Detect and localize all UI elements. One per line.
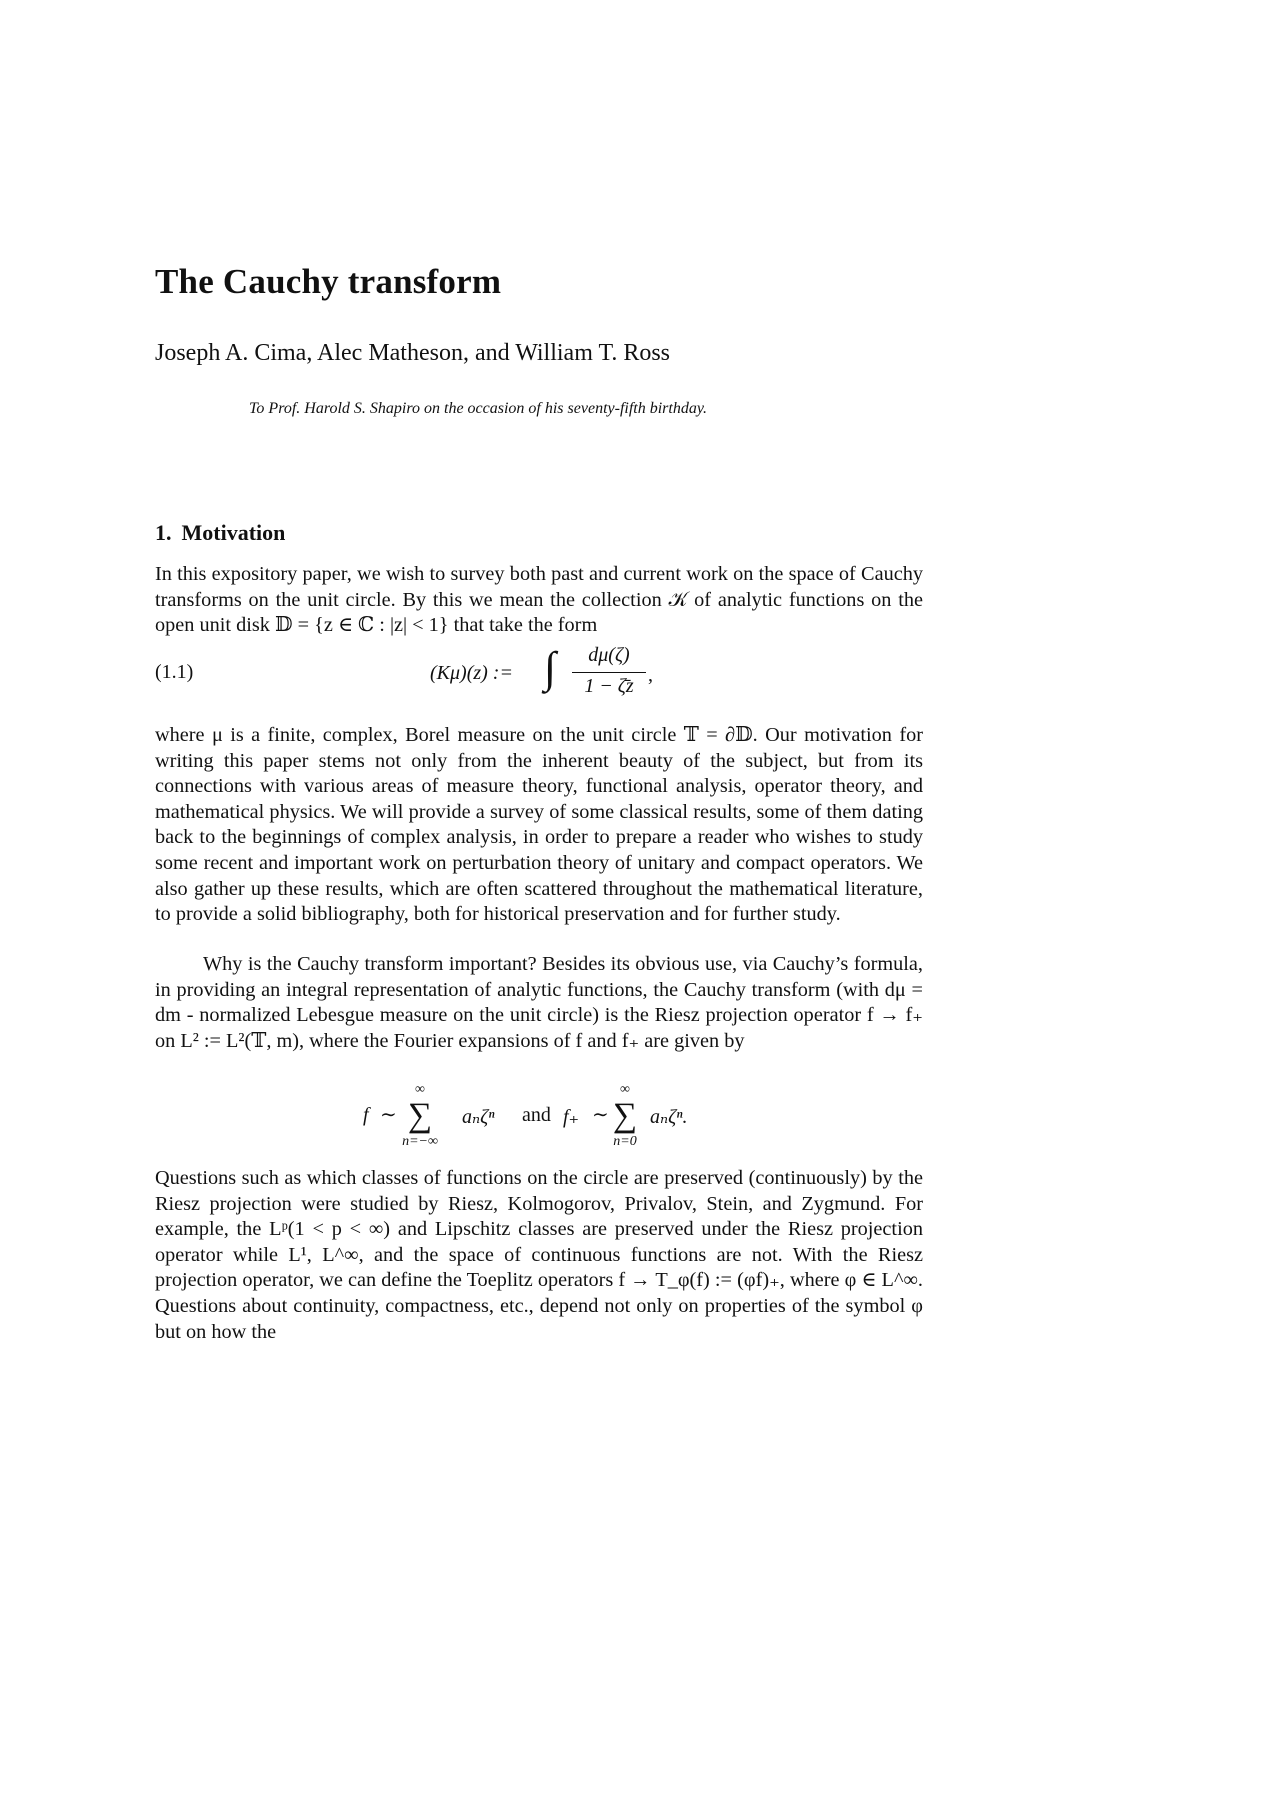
- section-heading: [155, 520, 923, 546]
- paper-title: The Cauchy transform: [155, 262, 502, 301]
- sigma-sign: ∑: [612, 1097, 638, 1134]
- equation-cauchy-transform: [430, 640, 730, 712]
- sum-lower-limit: n=0: [613, 1134, 637, 1149]
- integral-sign: ∫: [544, 643, 557, 692]
- symbol-f: f: [363, 1104, 369, 1126]
- series-term: aₙζⁿ: [462, 1106, 495, 1128]
- equation-fourier-expansions: [360, 1082, 780, 1158]
- fraction-numerator: dμ(ζ): [588, 644, 630, 666]
- paragraph: In this expository paper, we wish to survey both past and current work on the space of Cauchy transforms on the unit circle. By this we mean the collection 𝒦 of analytic functions on the open unit disk 𝔻 = {z ∈ ℂ : |z| < 1} that take the form: [155, 563, 923, 637]
- equation-number: (1.1): [155, 661, 194, 683]
- paragraph: Questions such as which classes of functions on the circle are preserved (continuously) by the Riesz projection were studied by Riesz, Kolmogorov, Privalov, Stein, and Zygmund. For example, the Lᵖ(1 < p < ∞) and Lipschitz classes are preserved under the Riesz projection operator while L¹, L^∞, and the space of continuous functions are not. With the Riesz projection operator, we can define the Toeplitz operators f → T_φ(f) := (φf)₊, where φ ∈ L^∞. Questions about continuity, compactness, etc., depend not only on properties of the symbol φ but on how the: [155, 1167, 923, 1343]
- fraction-denominator: 1 − ζ̄z: [584, 675, 634, 697]
- series-term: aₙζⁿ.: [650, 1106, 688, 1128]
- author-list: Joseph A. Cima, Alec Matheson, and William T. Ross: [155, 340, 671, 366]
- sigma-sign: ∑: [407, 1097, 433, 1134]
- equation-lhs: (Kμ)(z) :=: [430, 662, 513, 684]
- symbol-f-plus: f₊: [563, 1106, 580, 1128]
- summation: [385, 1082, 455, 1150]
- sum-upper-limit: ∞: [415, 1082, 425, 1097]
- equation-comma: ,: [648, 664, 653, 686]
- symbol-sim: ∼: [592, 1104, 609, 1126]
- fraction-bar: [572, 672, 646, 673]
- summation: [595, 1082, 655, 1150]
- paragraph: Why is the Cauchy transform important? Besides its obvious use, via Cauchy’s formula, in providing an integral representation of analytic functions, the Cauchy transform (with dμ = dm - normalized Lebesgue measure on the unit circle) is the Riesz projection operator f → f₊ on L² := L²(𝕋, m), where the Fourier expansions of f and f₊ are given by: [155, 953, 923, 1052]
- symbol-sim: ∼: [380, 1104, 397, 1126]
- sum-lower-limit: n=−∞: [402, 1134, 438, 1149]
- paragraph: where μ is a finite, complex, Borel measure on the unit circle 𝕋 = ∂𝔻. Our motivation for writing this paper stems not only from the inherent beauty of the subject, but from its connections with various areas of measure theory, functional analysis, operator theory, and mathematical physics. We will provide a survey of some classical results, some of them dating back to the beginnings of complex analysis, in order to prepare a reader who wishes to study some recent and important work on perturbation theory of unitary and compact operators. We also gather up these results, which are often scattered throughout the mathematical literature, to provide a solid bibliography, both for historical preservation and for further study.: [155, 724, 923, 926]
- dedication: To Prof. Harold S. Shapiro on the occasion of his seventy-fifth birthday.: [249, 400, 708, 417]
- section-number: 1.: [155, 520, 172, 545]
- sum-upper-limit: ∞: [620, 1082, 630, 1097]
- equation-fraction: [572, 644, 646, 698]
- section-title: Motivation: [181, 520, 286, 545]
- connector-and: and: [522, 1104, 551, 1126]
